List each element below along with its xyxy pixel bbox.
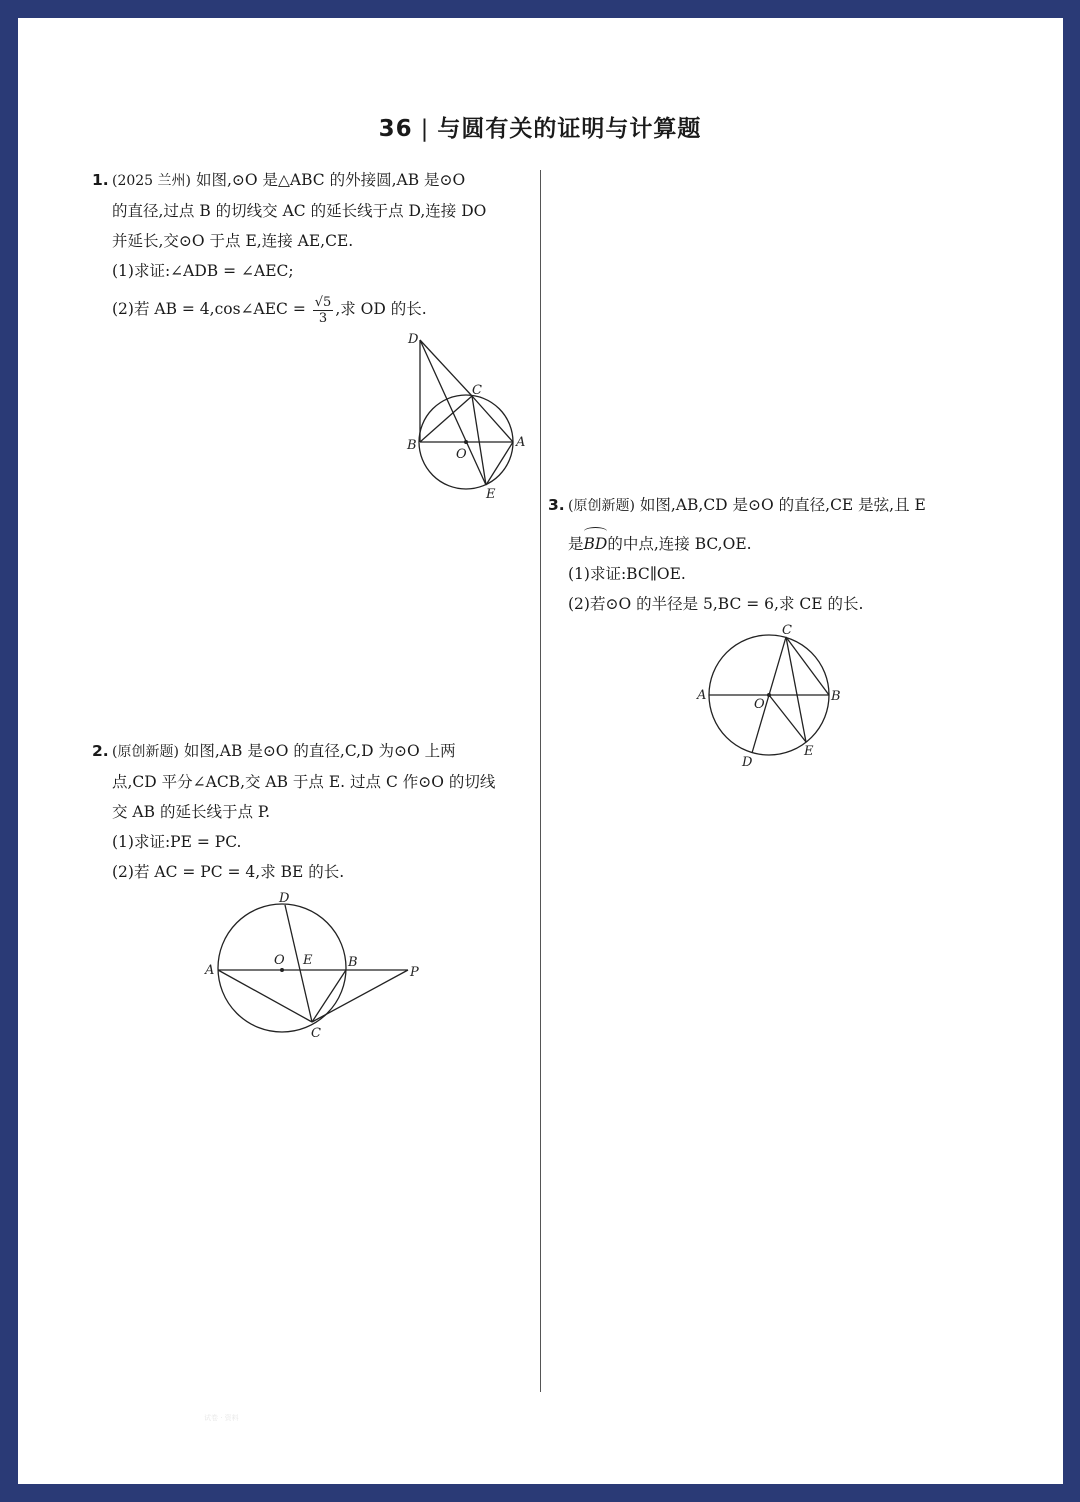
label-o: O	[274, 953, 285, 968]
label-d: D	[279, 891, 290, 906]
question-text: 的中点,连接 BC,OE.	[607, 535, 752, 553]
segment-oe	[769, 695, 806, 742]
fraction-numerator: √5	[314, 294, 332, 310]
watermark: 试卷 · 资料	[204, 1414, 239, 1422]
label-c: C	[472, 383, 482, 398]
label-d: D	[742, 755, 753, 770]
question-source: (原创新题)	[568, 498, 635, 514]
title-number: 36	[378, 116, 413, 142]
label-e: E	[486, 487, 496, 502]
label-b: B	[407, 438, 417, 453]
question-number: 1.	[92, 171, 109, 189]
label-p: P	[410, 965, 419, 980]
label-c: C	[782, 623, 792, 638]
question-part-1: (1)求证:PE = PC.	[112, 833, 242, 851]
question-part-2: (2)若 AB = 4,cos∠AEC =	[112, 300, 311, 318]
question-text: 如图,AB,CD 是⊙O 的直径,CE 是弦,且 E	[639, 496, 926, 514]
question-text: 如图,AB 是⊙O 的直径,C,D 为⊙O 上两	[183, 742, 456, 760]
question-text: 交 AB 的延长线于点 P.	[112, 803, 271, 821]
label-b: B	[831, 689, 841, 704]
label-b: B	[348, 955, 358, 970]
label-e: E	[804, 744, 814, 759]
label-c: C	[311, 1026, 321, 1041]
question-part-1: (1)求证:BC∥OE.	[568, 565, 686, 583]
question-text: 是	[568, 535, 584, 553]
question-text: 的直径,过点 B 的切线交 AC 的延长线于点 D,连接 DO	[112, 202, 487, 220]
title-text: 与圆有关的证明与计算题	[437, 116, 702, 142]
arc-notation: BD	[584, 529, 608, 559]
question-text: 并延长,交⊙O 于点 E,连接 AE,CE.	[112, 232, 354, 250]
question-source: (原创新题)	[112, 744, 179, 760]
label-o: O	[754, 697, 765, 712]
question-part-2-end: ,求 OD 的长.	[335, 300, 427, 318]
question-text: 如图,⊙O 是△ABC 的外接圆,AB 是⊙O	[195, 171, 466, 189]
question-part-2: (2)若⊙O 的半径是 5,BC = 6,求 CE 的长.	[568, 595, 864, 613]
label-d: D	[408, 332, 419, 347]
question-text: 点,CD 平分∠ACB,交 AB 于点 E. 过点 C 作⊙O 的切线	[112, 773, 496, 791]
segment-cb	[786, 637, 829, 695]
fraction-denominator: 3	[318, 310, 328, 326]
question-part-2: (2)若 AC = PC = 4,求 BE 的长.	[112, 863, 345, 881]
question-source: (2025 兰州)	[112, 173, 192, 189]
question-part-1: (1)求证:∠ADB = ∠AEC;	[112, 262, 294, 280]
label-a: A	[516, 435, 526, 450]
question-number: 2.	[92, 742, 109, 760]
label-o: O	[456, 447, 467, 462]
title-separator: |	[420, 116, 430, 142]
label-a: A	[205, 963, 215, 978]
label-a: A	[697, 688, 707, 703]
point-o	[767, 693, 771, 697]
question-number: 3.	[548, 496, 565, 514]
label-e: E	[303, 953, 313, 968]
segment-ce	[786, 637, 806, 742]
